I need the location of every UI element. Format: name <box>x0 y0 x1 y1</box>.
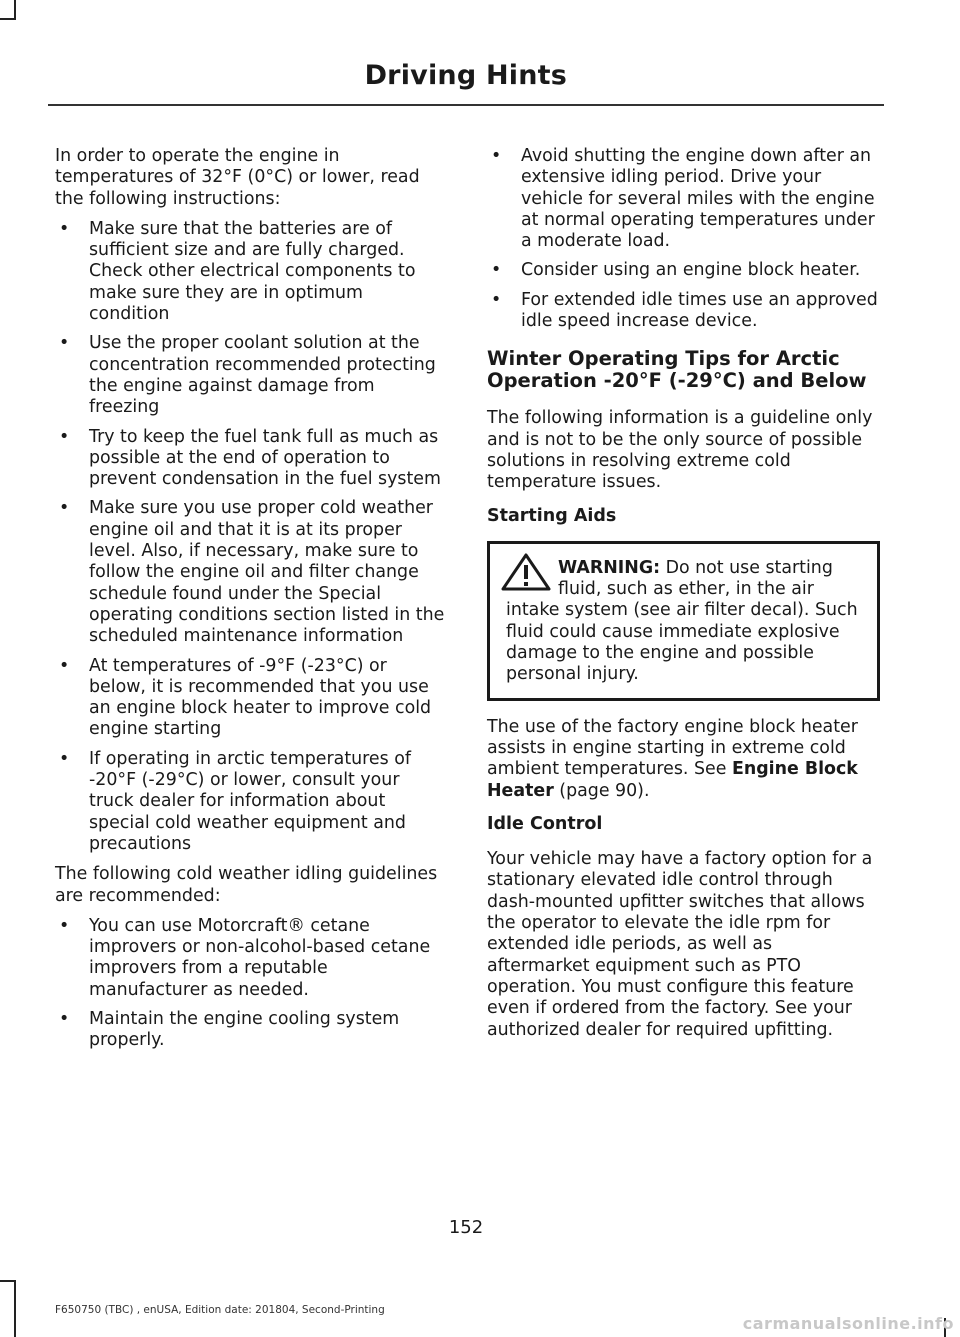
arctic-guideline-paragraph: The following information is a guideline only and is not to be the only source of possible solutions in resolving extreme cold temperature issues. <box>487 408 873 493</box>
page-number: 152 <box>448 1217 484 1238</box>
cold-start-list <box>55 219 448 855</box>
list-item: • Use the proper coolant solution at the concentration recommended protecting the engine against damage from freezing <box>59 333 436 418</box>
idling-guidelines-list <box>55 916 448 1052</box>
subheading-starting-aids: Starting Aids <box>487 505 617 526</box>
idling-guidelines-list-continued <box>487 146 880 332</box>
list-item: • Make sure that the batteries are of sufficient size and are fully charged. Check other electrical components to make sure they are in optimum condition <box>59 218 416 325</box>
crop-mark-top-left-h <box>0 18 14 20</box>
page-title: Driving Hints <box>364 60 567 91</box>
watermark: carmanualsonline.info <box>742 1314 954 1333</box>
list-item: • Make sure you use proper cold weather engine oil and that it is at its proper level. Also, if necessary, make sure to follow the engine oil and filter change schedule found under the Special operating conditions section listed in the scheduled maintenance information <box>59 498 445 647</box>
warning-label: WARNING: <box>558 557 661 578</box>
list-item: • For extended idle times use an approved idle speed increase device. <box>491 289 878 332</box>
list-item: • Try to keep the fuel tank full as much as possible at the end of operation to prevent condensation in the fuel system <box>59 426 441 490</box>
crop-mark-bottom-left-v <box>14 1280 16 1337</box>
engine-block-heater-link[interactable]: Engine Block Heater <box>487 759 858 801</box>
list-item: • Avoid shutting the engine down after an extensive idling period. Drive your vehicle for several miles with the engine at normal operating temperatures under a moderate load. <box>491 146 875 252</box>
idling-guidelines-intro: The following cold weather idling guidelines are recommended: <box>55 864 438 906</box>
warning-text: Do not use starting fluid, such as ether, in the air intake system (see air filter decal). Such fluid could cause immediate explosive damage to the engine and possible personal injury. <box>506 557 858 685</box>
header-divider <box>48 104 884 106</box>
section-heading-arctic: Winter Operating Tips for Arctic Operation -20°F (-29°C) and Below <box>487 347 867 393</box>
list-item: • You can use Motorcraft® cetane improvers or non-alcohol-based cetane improvers from a reputable manufacturer as needed. <box>59 915 431 1000</box>
left-column <box>55 146 448 1061</box>
crop-mark-bottom-left-h <box>0 1280 14 1282</box>
list-item: • Maintain the engine cooling system properly. <box>59 1008 400 1051</box>
edition-note: F650750 (TBC) , enUSA, Edition date: 201804, Second-Printing <box>55 1304 385 1316</box>
list-item: • Consider using an engine block heater. <box>491 260 861 281</box>
list-item: • At temperatures of -9°F (-23°C) or below, it is recommended that you use an engine block heater to improve cold engine starting <box>59 655 432 740</box>
right-column <box>487 146 880 1050</box>
list-item: • If operating in arctic temperatures of -20°F (-29°C) or lower, consult your truck dealer for information about special cold weather equipment and precautions <box>59 748 411 854</box>
subheading-idle-control: Idle Control <box>487 813 603 834</box>
intro-paragraph: In order to operate the engine in temperatures of 32°F (0°C) or lower, read the following instructions: <box>55 146 420 209</box>
idle-control-paragraph: Your vehicle may have a factory option for a stationary elevated idle control through dash-mounted upfitter switches that allows the operator to elevate the idle rpm for extended idle periods, as well as aftermarket equipment such as PTO operation. You must configure this feature even if ordered from the factory. See your authorized dealer for required upfitting. <box>487 849 873 1040</box>
crop-mark-top-left-v <box>14 0 16 20</box>
warning-box <box>487 541 880 701</box>
block-heater-paragraph: The use of the factory engine block heater assists in engine starting in extreme cold ambient temperatures. See Engine Block Heater (page 90). <box>487 716 858 801</box>
warning-triangle-icon <box>500 552 552 592</box>
